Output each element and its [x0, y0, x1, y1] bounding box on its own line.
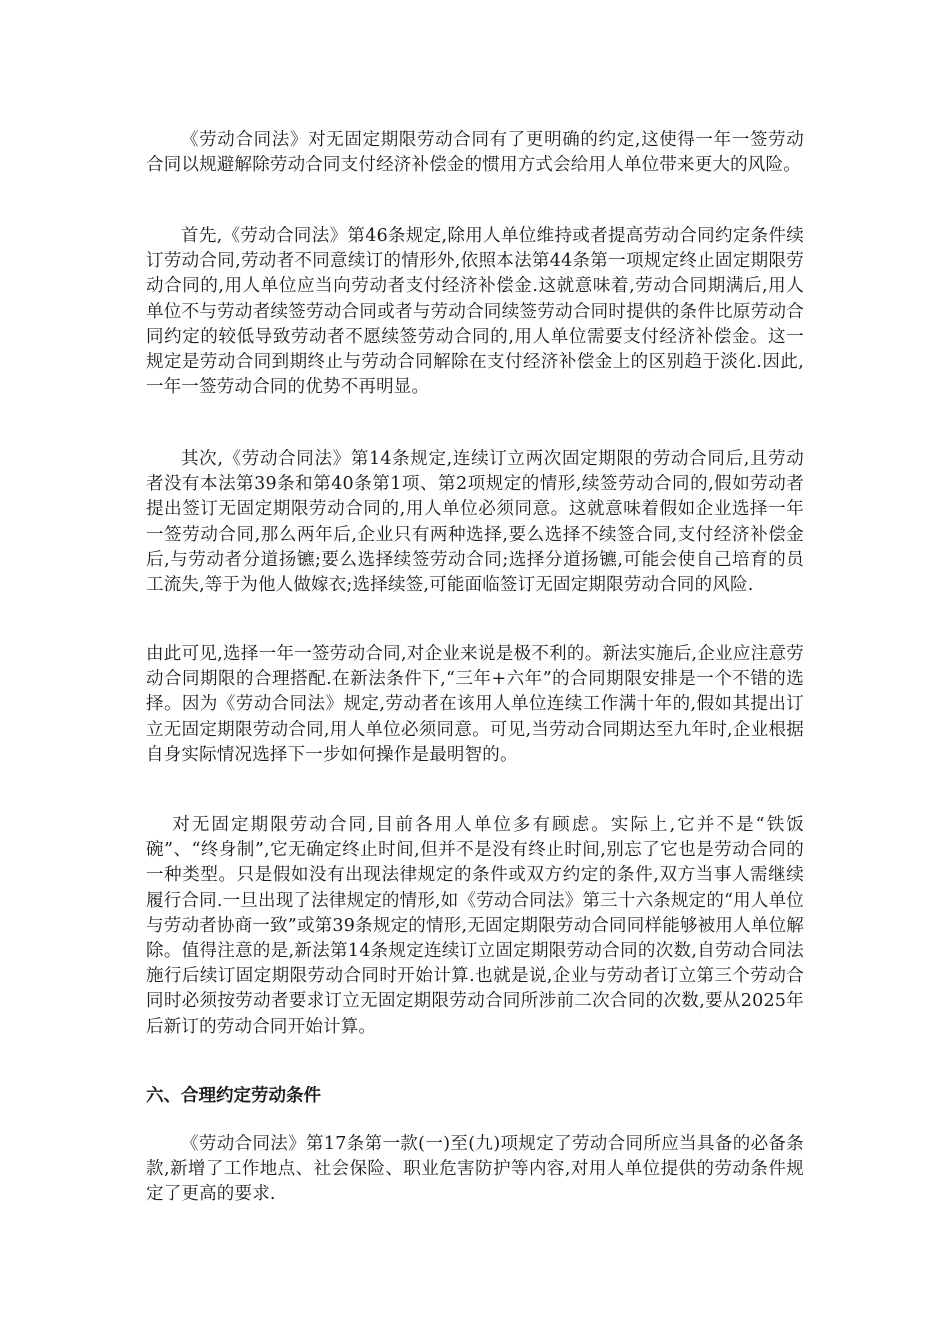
paragraph-labor-conditions: 《劳动合同法》第17条第一款(一)至(九)项规定了劳动合同所应当具备的必备条款,新增了工作地点、社会保险、职业危害防护等内容,对用人单位提供的劳动条件规定了更高的要求. [146, 1134, 804, 1205]
section-heading: 六、合理约定劳动条件 [146, 1086, 321, 1106]
paragraph-intro: 《劳动合同法》对无固定期限劳动合同有了更明确的约定,这使得一年一签劳动合同以规避解除劳动合同支付经济补偿金的惯用方式会给用人单位带来更大的风险。 [146, 130, 804, 176]
paragraph-conclusion: 由此可见,选择一年一签劳动合同,对企业来说是极不利的。新法实施后,企业应注意劳动合同期限的合理搭配.在新法条件下,“三年+六年”的合同期限安排是一个不错的选择。因为《劳动合同法》规定,劳动者在该用人单位连续工作满十年的,假如其提出订立无固定期限劳动合同,用人单位必须同意。可见,当劳动合同期达至九年时,企业根据自身实际情况选择下一步如何操作是最明智的。 [146, 644, 804, 765]
paragraph-first-point: 首先,《劳动合同法》第46条规定,除用人单位维持或者提高劳动合同约定条件续订劳动合同,劳动者不同意续订的情形外,依照本法第44条第一项规定终止固定期限劳动合同的,用人单位应当向劳动者支付经济补偿金.这就意味着,劳动合同期满后,用人单位不与劳动者续签劳动合同或者与劳动合同续签劳动合同时提供的条件比原劳动合同约定的较低导致劳动者不愿续签劳动合同的,用人单位需要支付经济补偿金。这一规定是劳动合同到期终止与劳动合同解除在支付经济补偿金上的区别趋于淡化.因此,一年一签劳动合同的优势不再明显。 [146, 226, 804, 398]
paragraph-unfixed-term: 对无固定期限劳动合同,目前各用人单位多有顾虑。实际上,它并不是“铁饭碗”、“终身制”,它无确定终止时间,但并不是没有终止时间,别忘了它也是劳动合同的一种类型。只是假如没有出现法律规定的条件或双方约定的条件,双方当事人需继续履行合同.一旦出现了法律规定的情形,如《劳动合同法》第三十六条规定的“用人单位与劳动者协商一致”或第39条规定的情形,无固定期限劳动合同同样能够被用人单位解除。值得注意的是,新法第14条规定连续订立固定期限劳动合同的次数,自劳动合同法施行后续订固定期限劳动合同时开始计算.也就是说,企业与劳动者订立第三个劳动合同时必须按劳动者要求订立无固定期限劳动合同所涉前二次合同的次数,要从2025年后新订的劳动合同开始计算。 [146, 815, 804, 1037]
paragraph-second-point: 其次,《劳动合同法》第14条规定,连续订立两次固定期限的劳动合同后,且劳动者没有本法第39条和第40条第1项、第2项规定的情形,续签劳动合同的,假如劳动者提出签订无固定期限劳动合同的,用人单位必须同意。这就意味着假如企业选择一年一签劳动合同,那么两年后,企业只有两种选择,要么选择不续签合同,支付经济补偿金后,与劳动者分道扬镳;要么选择续签劳动合同;选择分道扬镳,可能会使自己培育的员工流失,等于为他人做嫁衣;选择续签,可能面临签订无固定期限劳动合同的风险. [146, 449, 804, 596]
